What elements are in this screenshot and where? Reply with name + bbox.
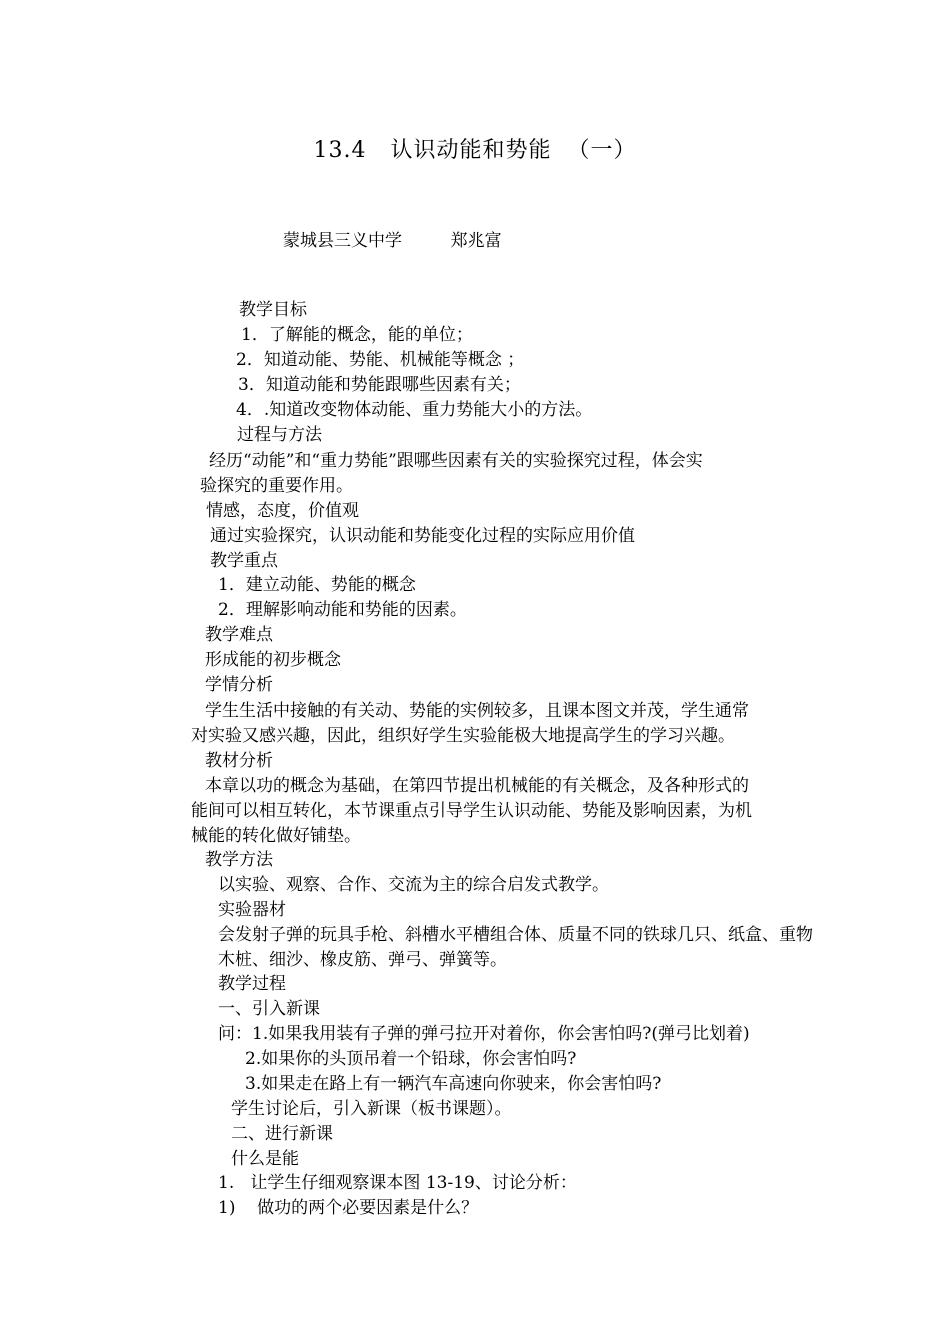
section-heading: 教材分析 xyxy=(205,751,273,771)
author-line: 蒙城县三义中学 郑兆富 xyxy=(283,231,502,251)
text-line: 2.如果你的头顶吊着一个铅球，你会害怕吗? xyxy=(245,1049,577,1069)
text-line: 1．建立动能、势能的概念 xyxy=(218,575,416,595)
section-heading: 过程与方法 xyxy=(237,425,322,445)
text-line: 4．.知道改变物体动能、重力势能大小的方法。 xyxy=(236,400,593,420)
section-heading: 二、进行新课 xyxy=(231,1124,333,1144)
text-line: 能间可以相互转化，本节课重点引导学生认识动能、势能及影响因素，为机 xyxy=(191,801,752,821)
text-line: 验探究的重要作用。 xyxy=(200,476,353,496)
section-heading: 情感，态度，价值观 xyxy=(206,501,359,521)
section-heading: 学情分析 xyxy=(205,675,273,695)
text-line: 问：1.如果我用装有子弹的弹弓拉开对着你，你会害怕吗?(弹弓比划着) xyxy=(218,1024,750,1044)
text-line: 以实验、观察、合作、交流为主的综合启发式教学。 xyxy=(218,875,609,895)
text-line: 1．了解能的概念，能的单位； xyxy=(241,325,473,345)
section-heading: 什么是能 xyxy=(231,1149,299,1169)
text-line: 2．理解影响动能和势能的因素。 xyxy=(218,600,467,620)
section-heading: 教学重点 xyxy=(210,551,278,571)
text-line: 械能的转化做好铺垫。 xyxy=(191,826,361,846)
section-heading: 教学目标 xyxy=(239,300,307,320)
text-line: 木桩、细沙、橡皮筋、弹弓、弹簧等。 xyxy=(218,950,507,970)
section-heading: 实验器材 xyxy=(218,900,286,920)
text-line: 对实验又感兴趣，因此，组织好学生实验能极大地提高学生的学习兴趣。 xyxy=(191,726,735,746)
text-line: 通过实验探究，认识动能和势能变化过程的实际应用价值 xyxy=(210,526,635,546)
text-line: 3.如果走在路上有一辆汽车高速向你驶来，你会害怕吗? xyxy=(245,1074,662,1094)
document-title: 13.4 认识动能和势能 （一） xyxy=(313,138,637,163)
section-heading: 教学方法 xyxy=(205,850,273,870)
text-line: 形成能的初步概念 xyxy=(205,650,341,670)
text-line: 经历“动能”和“重力势能”跟哪些因素有关的实验探究过程，体会实 xyxy=(209,451,703,471)
text-line: 2．知道动能、势能、机械能等概念 ； xyxy=(236,350,525,370)
text-line: 1) 做功的两个必要因素是什么？ xyxy=(218,1198,479,1218)
text-line: 学生讨论后，引入新课（板书课题）。 xyxy=(231,1099,512,1119)
text-line: 3．知道动能和势能跟哪些因素有关； xyxy=(238,375,521,395)
text-line: 本章以功的概念为基础，在第四节提出机械能的有关概念，及各种形式的 xyxy=(205,776,749,796)
section-heading: 一、引入新课 xyxy=(218,999,320,1019)
text-line: 1. 让学生仔细观察课本图 13-19、讨论分析： xyxy=(218,1173,577,1193)
section-heading: 教学过程 xyxy=(218,974,286,994)
text-line: 学生生活中接触的有关动、势能的实例较多，且课本图文并茂，学生通常 xyxy=(205,701,749,721)
text-line: 会发射子弹的玩具手枪、斜槽水平槽组合体、质量不同的铁球几只、纸盒、重物 xyxy=(218,925,813,945)
section-heading: 教学难点 xyxy=(205,625,273,645)
